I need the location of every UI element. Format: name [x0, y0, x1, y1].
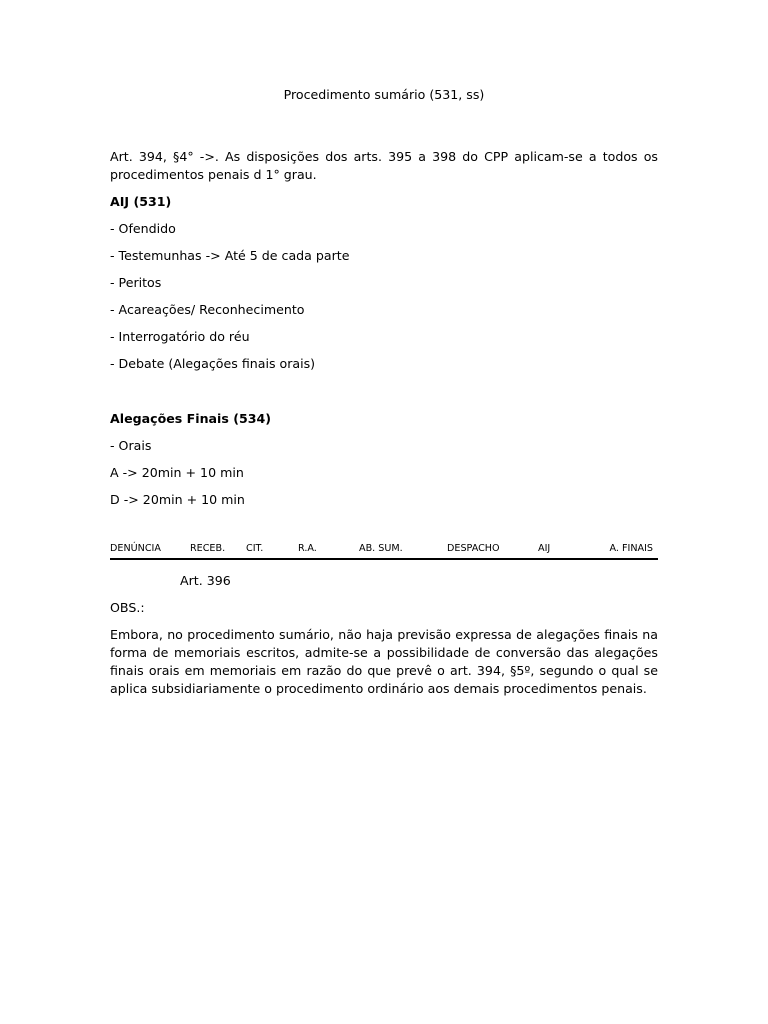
spacer [110, 428, 658, 437]
timeline-step-aij: AIJ [538, 543, 551, 554]
document-body [110, 86, 658, 698]
spacer [110, 211, 658, 220]
spacer [110, 346, 658, 355]
alegacoes-heading: Alegações Finais (534) [110, 411, 272, 426]
spacer [110, 265, 658, 274]
timeline-step-resposta: R.A. [298, 543, 317, 554]
spacer [110, 590, 658, 599]
aij-item-debate: - Debate (Alegações finais orais) [110, 356, 316, 371]
procedure-timeline [110, 541, 658, 560]
aij-item-interrogatorio: - Interrogatório do réu [110, 329, 250, 344]
obs-paragraph: Embora, no procedimento sumário, não haja previsão expressa de alegações finais na forma de memoriais escritos, admite-se a possibilidade de conversão das alegações finais orais em memoriais em razão do que prevê o art. 394, §5º, segundo o qual se aplica subsidiariamente o procedimento ordinário aos demais procedimentos penais. [110, 627, 658, 696]
spacer [110, 560, 658, 572]
spacer [110, 482, 658, 491]
document-title: Procedimento sumário (531, ss) [283, 87, 485, 102]
alegacoes-item-defesa: D -> 20min + 10 min [110, 492, 245, 507]
obs-label: OBS.: [110, 600, 145, 615]
spacer [110, 104, 658, 148]
spacer [110, 455, 658, 464]
intro-paragraph: Art. 394, §4° ->. As disposições dos arts. 395 a 398 do CPP aplicam-se a todos os procedimentos penais d 1° grau. [110, 149, 658, 182]
spacer [110, 292, 658, 301]
alegacoes-item-acusacao: A -> 20min + 10 min [110, 465, 244, 480]
aij-item-acareacoes: - Acareações/ Reconhecimento [110, 302, 305, 317]
spacer [110, 617, 658, 626]
spacer [110, 184, 658, 193]
aij-heading: AIJ (531) [110, 194, 172, 209]
timeline-step-despacho: DESPACHO [447, 543, 500, 554]
aij-item-peritos: - Peritos [110, 275, 162, 290]
timeline-step-citacao: CIT. [246, 543, 264, 554]
spacer [110, 509, 658, 541]
timeline-step-absolvicao-sumaria: AB. SUM. [359, 543, 403, 554]
timeline-step-denuncia: DENÚNCIA [110, 543, 161, 554]
spacer [110, 238, 658, 247]
spacer [110, 373, 658, 410]
alegacoes-item-orais: - Orais [110, 438, 152, 453]
timeline-step-alegacoes-finais: A. FINAIS [609, 543, 653, 554]
timeline-step-recebimento: RECEB. [190, 543, 226, 554]
timeline-note: Art. 396 [180, 573, 231, 588]
spacer [110, 319, 658, 328]
aij-item-testemunhas: - Testemunhas -> Até 5 de cada parte [110, 248, 350, 263]
aij-item-ofendido: - Ofendido [110, 221, 176, 236]
